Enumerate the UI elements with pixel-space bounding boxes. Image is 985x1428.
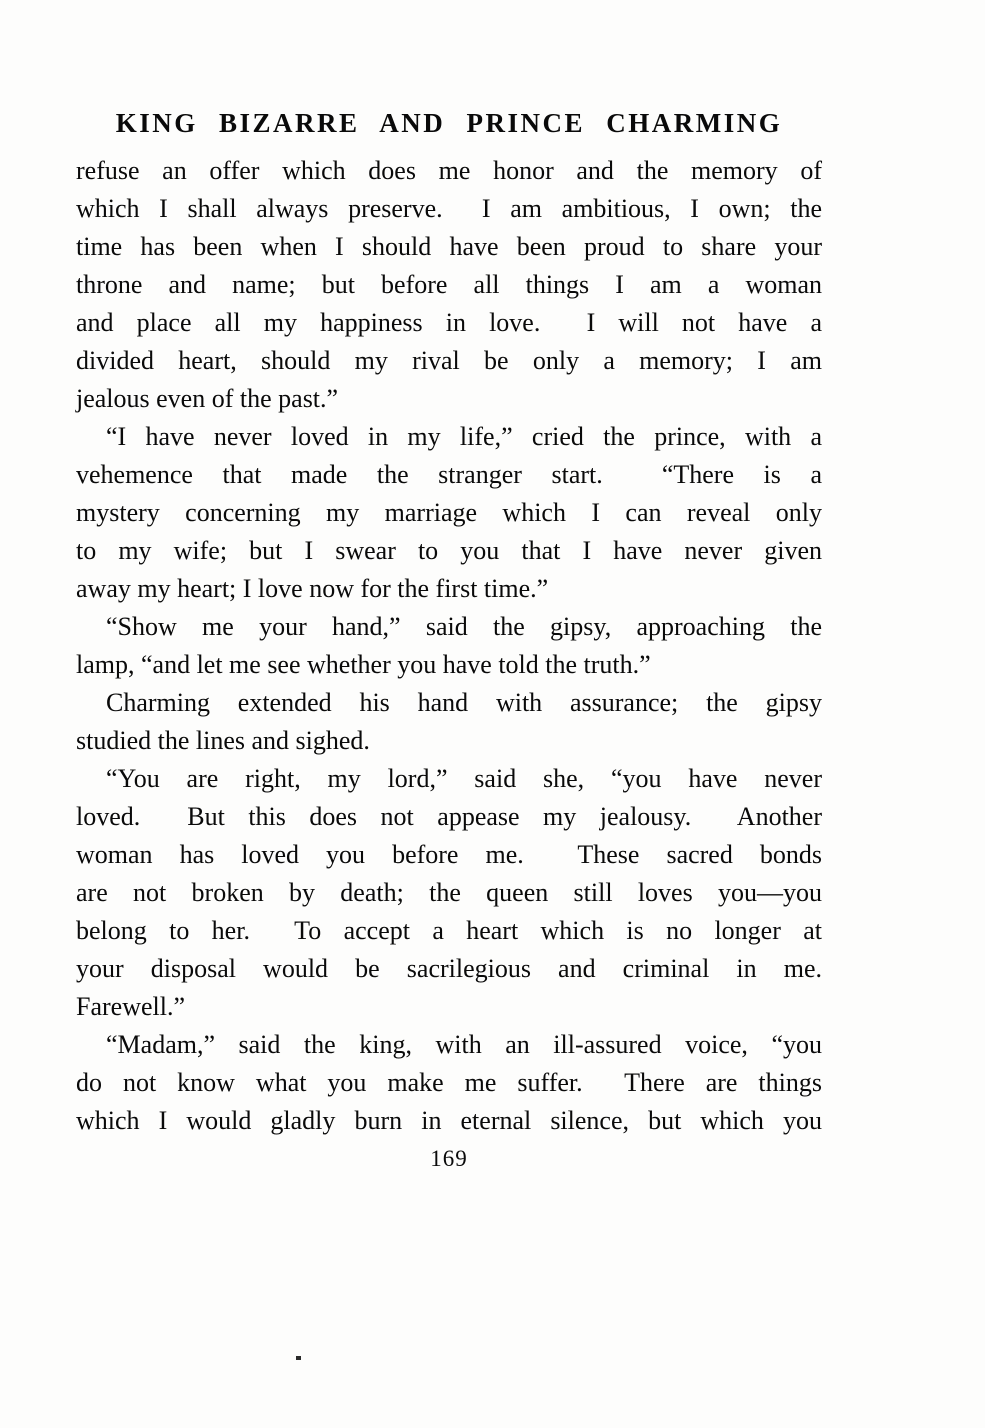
page-header: KING BIZARRE AND PRINCE CHARMING (115, 108, 783, 138)
text-line: “Show me your hand,” said the gipsy, approaching the (106, 612, 822, 641)
text-line: lamp, “and let me see whether you have told the truth.” (76, 650, 651, 679)
text-line: Farewell.” (76, 992, 186, 1021)
text-line: away my heart; I love now for the first time.” (76, 574, 549, 603)
text-line: mystery concerning my marriage which I can reveal only (76, 498, 822, 527)
paragraph (76, 1026, 822, 1140)
paragraph (76, 684, 822, 760)
scan-speck (296, 1356, 301, 1360)
text-line: and place all my happiness in love. I will not have a (76, 308, 822, 337)
text-line: “You are right, my lord,” said she, “you have never (106, 764, 822, 793)
text-line: studied the lines and sighed. (76, 726, 370, 755)
text-line: throne and name; but before all things I am a woman (76, 270, 822, 299)
text-line: to my wife; but I swear to you that I have never given (76, 536, 822, 565)
text-line: belong to her. To accept a heart which is no longer at (76, 916, 822, 945)
text-line: which I would gladly burn in eternal silence, but which you (76, 1106, 822, 1135)
text-line: woman has loved you before me. These sacred bonds (76, 840, 822, 869)
paragraph (76, 608, 822, 684)
text-line: jealous even of the past.” (76, 384, 339, 413)
text-block (76, 102, 822, 1140)
text-line: are not broken by death; the queen still loves you—you (76, 878, 822, 907)
page-number: 169 (430, 1146, 468, 1171)
paragraph (76, 760, 822, 1026)
text-line: refuse an offer which does me honor and the memory of (76, 156, 822, 185)
text-line: divided heart, should my rival be only a memory; I am (76, 346, 822, 375)
text-line: time has been when I should have been proud to share your (76, 232, 822, 261)
text-line: vehemence that made the stranger start. “There is a (76, 460, 822, 489)
text-line: “Madam,” said the king, with an ill-assured voice, “you (106, 1030, 822, 1059)
paragraph (76, 418, 822, 608)
text-line: Charming extended his hand with assurance; the gipsy (106, 688, 822, 717)
text-line: “I have never loved in my life,” cried the prince, with a (106, 422, 822, 451)
text-line: your disposal would be sacrilegious and criminal in me. (76, 954, 822, 983)
text-line: do not know what you make me suffer. There are things (76, 1068, 822, 1097)
text-line: which I shall always preserve. I am ambitious, I own; the (76, 194, 822, 223)
text-line: loved. But this does not appease my jealousy. Another (76, 802, 822, 831)
paragraph (76, 152, 822, 418)
